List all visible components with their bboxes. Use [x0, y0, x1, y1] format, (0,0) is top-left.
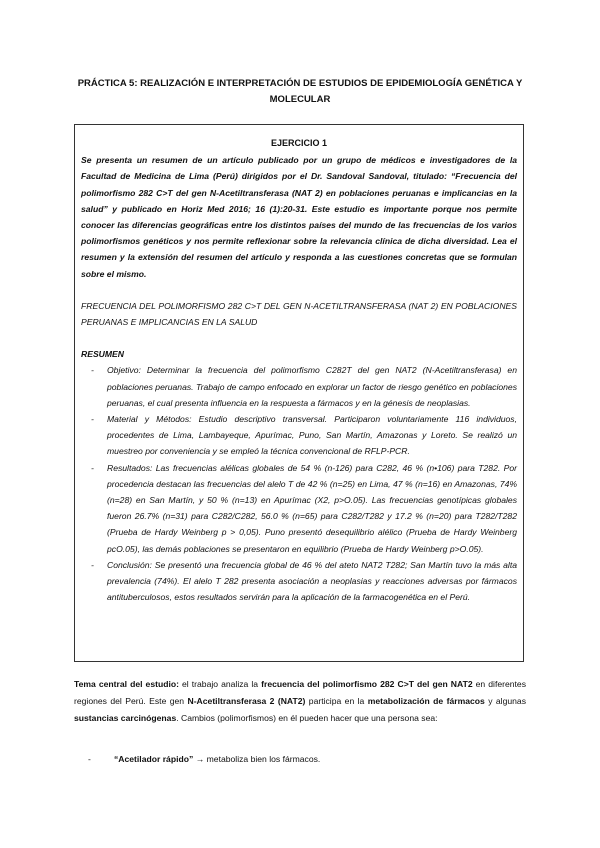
resumen-heading: RESUMEN [81, 349, 124, 360]
text-fragment: y algunas [484, 696, 526, 707]
text-bold-fragment: metabolización de fármacos [367, 696, 485, 707]
resumen-item-metodos: - Material y Métodos: Estudio descriptivo transversal. Participaron voluntariamente 116 individuos, procedentes de Lima, Lambayeque, Apurímac, Puno, San Martín, Amazonas y Loreto. Se realizó un muestreo por conveniencia y se empleó la técnica convencional de RFLP-PCR. [91, 414, 517, 457]
text-fragment: en diferentes regiones del Perú. Este gen [74, 679, 527, 707]
text-bold-fragment: N-Acetiltransferasa 2 (NAT2) [187, 696, 306, 707]
text-fragment: . Cambios (polimorfismos) en él pueden hacer que una persona sea: [176, 713, 438, 724]
page-title-line-2: MOLECULAR [269, 94, 331, 105]
page-title-line-1: PRÁCTICA 5: REALIZACIÓN E INTERPRETACIÓN DE ESTUDIOS DE EPIDEMIOLOGÍA GENÉTICA Y [77, 78, 523, 89]
text-bold-fragment: sustancias carcinógenas [74, 713, 177, 724]
article-title: FRECUENCIA DEL POLIMORFISMO 282 C>T DEL GEN N-ACETILTRANSFERASA (NAT 2) EN POBLACIONES PERUANAS E IMPLICANCIAS EN LA SALUD [81, 300, 517, 328]
text-bold-fragment: frecuencia del polimorfismo 282 C>T del gen NAT2 [261, 679, 473, 689]
page-title [60, 76, 540, 108]
exercise-title: EJERCICIO 1 [270, 138, 328, 148]
resumen-item-objetivo: - Objetivo: Determinar la frecuencia del polimorfismo C282T del gen NAT2 (N-Acetiltransferasa) en poblaciones peruanas. Trabajo de campo enfocado en explorar un factor de riesgo genético en poblaciones peruanas, el cual presenta influencia en la respuesta a fármacos y en la génesis de neoplasias. [91, 365, 517, 408]
resumen-item-conclusion: - Conclusión: Se presentó una frecuencia global de 46 % del ateto NAT2 T282; San Martín tuvo la más alta prevalencia (74%). El alelo T 282 presenta asociación a neoplasias y reacciones adversas por fármacos antituberculosos, estos resultados servirán para la aplicación de la farmacogenética en el Perú. [91, 559, 517, 603]
bullet-term: “Acetilador rápido” [114, 754, 194, 764]
arrow: → [193, 754, 207, 764]
acetilador-rapido-bullet [88, 751, 320, 767]
resumen-list [81, 362, 517, 605]
bullet-dash: - [88, 754, 91, 764]
resumen-item-text: Material y Métodos: Estudio descriptivo transversal. Participaron voluntariamente 116 individuos, procedentes de Lima, Lambayeque, Apurímac, Puno, San Martín, Amazonas y Loreto. Se realizó un muestreo por conveniencia y se empleó la técnica convencional de RFLP-PCR. [107, 414, 517, 457]
text-fragment: el trabajo analiza la [178, 679, 262, 689]
exercise-box [74, 124, 524, 662]
central-theme-label: Tema central del estudio: [74, 679, 179, 689]
resumen-item-text: Resultados: Las frecuencias alélicas globales de 54 % (n-126) para C282, 46 % (n•106) para T282. Por procedencia destacan las frecuencias del alelo T de 42 % (n=25) en Lima, 47 % (n=16) en Amazonas, 74% (n=28) en San Martín, y 50 % (n=13) en Apurímac (X2, p>O.05). Las frecuencias genotípicas globales fueron 26.7% (n=31) para C282/C282, 56.0 % (n=65) para C282/T282 y 17.2 % (n=20) para T282/T282 (Prueba de Hardy Weinberg p > 0,05). Puno presentó desequilibrio alélico (Prueba de Hardy Weinberg pcO.05), las demás poblaciones se presentaron en equilibrio (Prueba de Hardy Weinberg p>O.05). [107, 462, 517, 554]
resumen-item-text: Conclusión: Se presentó una frecuencia global de 46 % del ateto NAT2 T282; San Martín tuvo la más alta prevalencia (74%). El alelo T 282 presenta asociación a neoplasias y reacciones adversas por fármacos antituberculosos, estos resultados servirán para la aplicación de la farmacogenética en el Perú. [107, 559, 517, 603]
study-summary-paragraph [74, 676, 526, 728]
resumen-item-text: Objetivo: Determinar la frecuencia del polimorfismo C282T del gen NAT2 (N-Acetiltransferasa) en poblaciones peruanas. Trabajo de campo enfocado en explorar un factor de riesgo genético en poblaciones peruanas, el cual presenta influencia en la respuesta a fármacos y en la génesis de neoplasias. [107, 365, 517, 408]
text-fragment: participa en la [305, 696, 368, 707]
bullet-text: metaboliza bien los fármacos. [206, 754, 321, 764]
exercise-intro: Se presenta un resumen de un artículo publicado por un grupo de médicos e investigadores de la Facultad de Medicina de Lima (Perú) dirigidos por el Dr. Sandoval Sandoval, titulado: “Frecuencia del polimorfismo 282 C>T del gen N-Acetiltransferasa (NAT 2) en poblaciones peruanas e implicancias en la salud” y publicado en Horiz Med 2016; 16 (1):20-31. Este estudio es importante porque nos permite conocer las diferencias geográficas entre los distintos países del mundo de las frecuencias de los varios polimorfismos genéticos y nos permite reflexionar sobre la relevancia clínica de dicha diversidad. Lea el resumen y la extensión del resumen del artículo y responda a las cuestiones concretas que se formulan sobre el mismo. [81, 155, 517, 279]
resumen-item-resultados: - Resultados: Las frecuencias alélicas globales de 54 % (n-126) para C282, 46 % (n•106) para T282. Por procedencia destacan las frecuencias del alelo T de 42 % (n=25) en Lima, 47 % (n=16) en Amazonas, 74% (n=28) en San Martín, y 50 % (n=13) en Apurímac (X2, p>O.05). Las frecuencias genotípicas globales fueron 26.7% (n=31) para C282/C282, 56.0 % (n=65) para C282/T282 y 17.2 % (n=20) para T282/T282 (Prueba de Hardy Weinberg p > 0,05). Puno presentó desequilibrio alélico (Prueba de Hardy Weinberg pcO.05), las demás poblaciones se presentaron en equilibrio (Prueba de Hardy Weinberg p>O.05). [91, 462, 517, 554]
